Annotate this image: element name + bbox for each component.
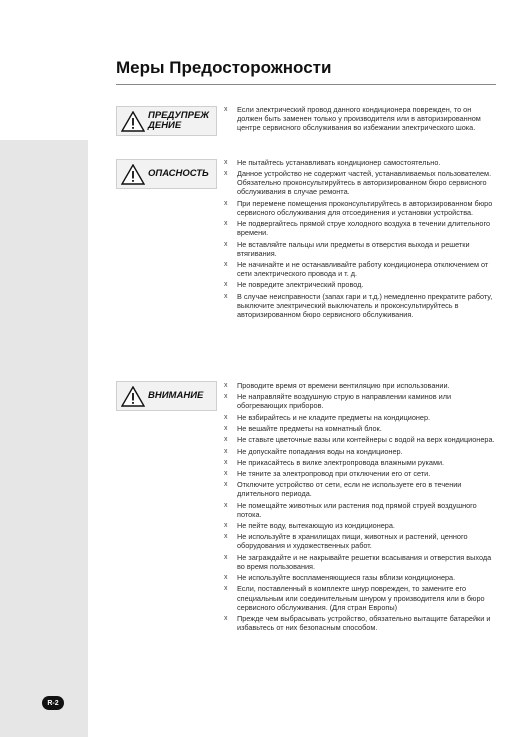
page-title: Меры Предосторожности: [116, 58, 332, 77]
warning-triangle-icon: [121, 386, 145, 407]
list-item: x Не ставьте цветочные вазы или контейнеры с водой на верх кондиционера.: [224, 435, 495, 445]
warning-list: [223, 105, 495, 134]
list-item: x Не заграждайте и не накрывайте решетки всасывания и отверстия выхода во время пользования.: [224, 552, 492, 571]
danger-badge: [116, 159, 217, 189]
caution-badge-label: ВНИМАНИЕ: [148, 390, 204, 401]
caution-list: [223, 381, 495, 634]
list-item: x Не взбирайтесь и не кладите предметы на кондиционер.: [224, 412, 431, 422]
list-item: x Не вешайте предметы на комнатный блок.: [224, 423, 382, 433]
warning-triangle-icon: [121, 164, 145, 185]
list-item: x Не пытайтесь устанавливать кондиционер самостоятельно.: [224, 158, 441, 167]
list-item: x При перемене помещения проконсультируйтесь в авторизированном бюро сервисного обслуживания для отсоединения и установки устройства.: [224, 198, 493, 217]
list-item: x Не используйте в хранилищах пищи, животных и растений, ценного оборудования и художественных работ.: [224, 532, 468, 551]
list-item: x Прежде чем выбрасывать устройство, обязательно вытащите батарейки и избавьтесь от них безопасным способом.: [224, 613, 491, 632]
list-item: x Не тяните за электропровод при отключении его от сети.: [224, 469, 431, 479]
list-item: x Если, поставленный в комплекте шнур поврежден, то замените его специальным или соединительным шнуром у производителя или в бюро сервисного обслуживания. (Для стран Европы): [224, 584, 485, 612]
page-number-badge: R-2: [42, 696, 64, 710]
list-item: x Не используйте воспламеняющиеся газы вблизи кондиционера.: [224, 573, 456, 583]
caution-badge: [116, 381, 217, 411]
left-margin-block: [0, 0, 88, 140]
danger-list: [223, 158, 495, 321]
list-item: x Не повредите электрический провод.: [224, 280, 364, 290]
list-item: x Если электрический провод данного кондиционера поврежден, то он должен быть заменен только у производителя или в авторизированном центре сервисного обслуживания во избежании электрического шока.: [224, 105, 481, 133]
list-item: x Не помещайте животных или растения под прямой струей воздушного потока.: [224, 500, 477, 519]
title-divider: [116, 84, 496, 85]
list-item: x Проводите время от времени вентиляцию при использовании.: [224, 381, 450, 390]
list-item: x Отключите устройство от сети, если не используете его в течении длительного периода.: [224, 480, 462, 499]
list-item: x Не пейте воду, вытекающую из кондиционера.: [224, 521, 395, 531]
list-item: x Не подвергайтесь прямой струе холодного воздуха в течении длительного времени.: [224, 219, 491, 238]
list-item: x Не направляйте воздушную струю в направлении каминов или обогревающих приборов.: [224, 392, 452, 411]
warning-badge-label: ПРЕДУПРЕЖ ДЕНИЕ: [148, 110, 210, 131]
list-item: x Данное устройство не содержит частей, устанавливаемых пользователем. Обязательно проконсультируйтесь в авторизированном бюро сервисного обслуживания в случае ремонта.: [224, 169, 492, 197]
warning-badge: [116, 106, 217, 136]
list-item: x Не начинайте и не останавливайте работу кондиционера отключением от сети электрического провода и т. д.: [224, 259, 489, 278]
list-item: x В случае неисправности (запах гари и т.д.) немедленно прекратите работу, выключите электрический выключатель и проконсультируйтесь в авторизированном бюро сервисного обслуживания.: [224, 291, 493, 319]
warning-triangle-icon: [121, 111, 145, 132]
list-item: x Не допускайте попадания воды на кондиционер.: [224, 446, 403, 456]
danger-badge-label: ОПАСНОСТЬ: [148, 168, 209, 179]
list-item: x Не прикасайтесь в вилке электропровода влажными руками.: [224, 457, 445, 467]
list-item: x Не вставляйте пальцы или предметы в отверстия выхода и решетки втягивания.: [224, 239, 470, 258]
